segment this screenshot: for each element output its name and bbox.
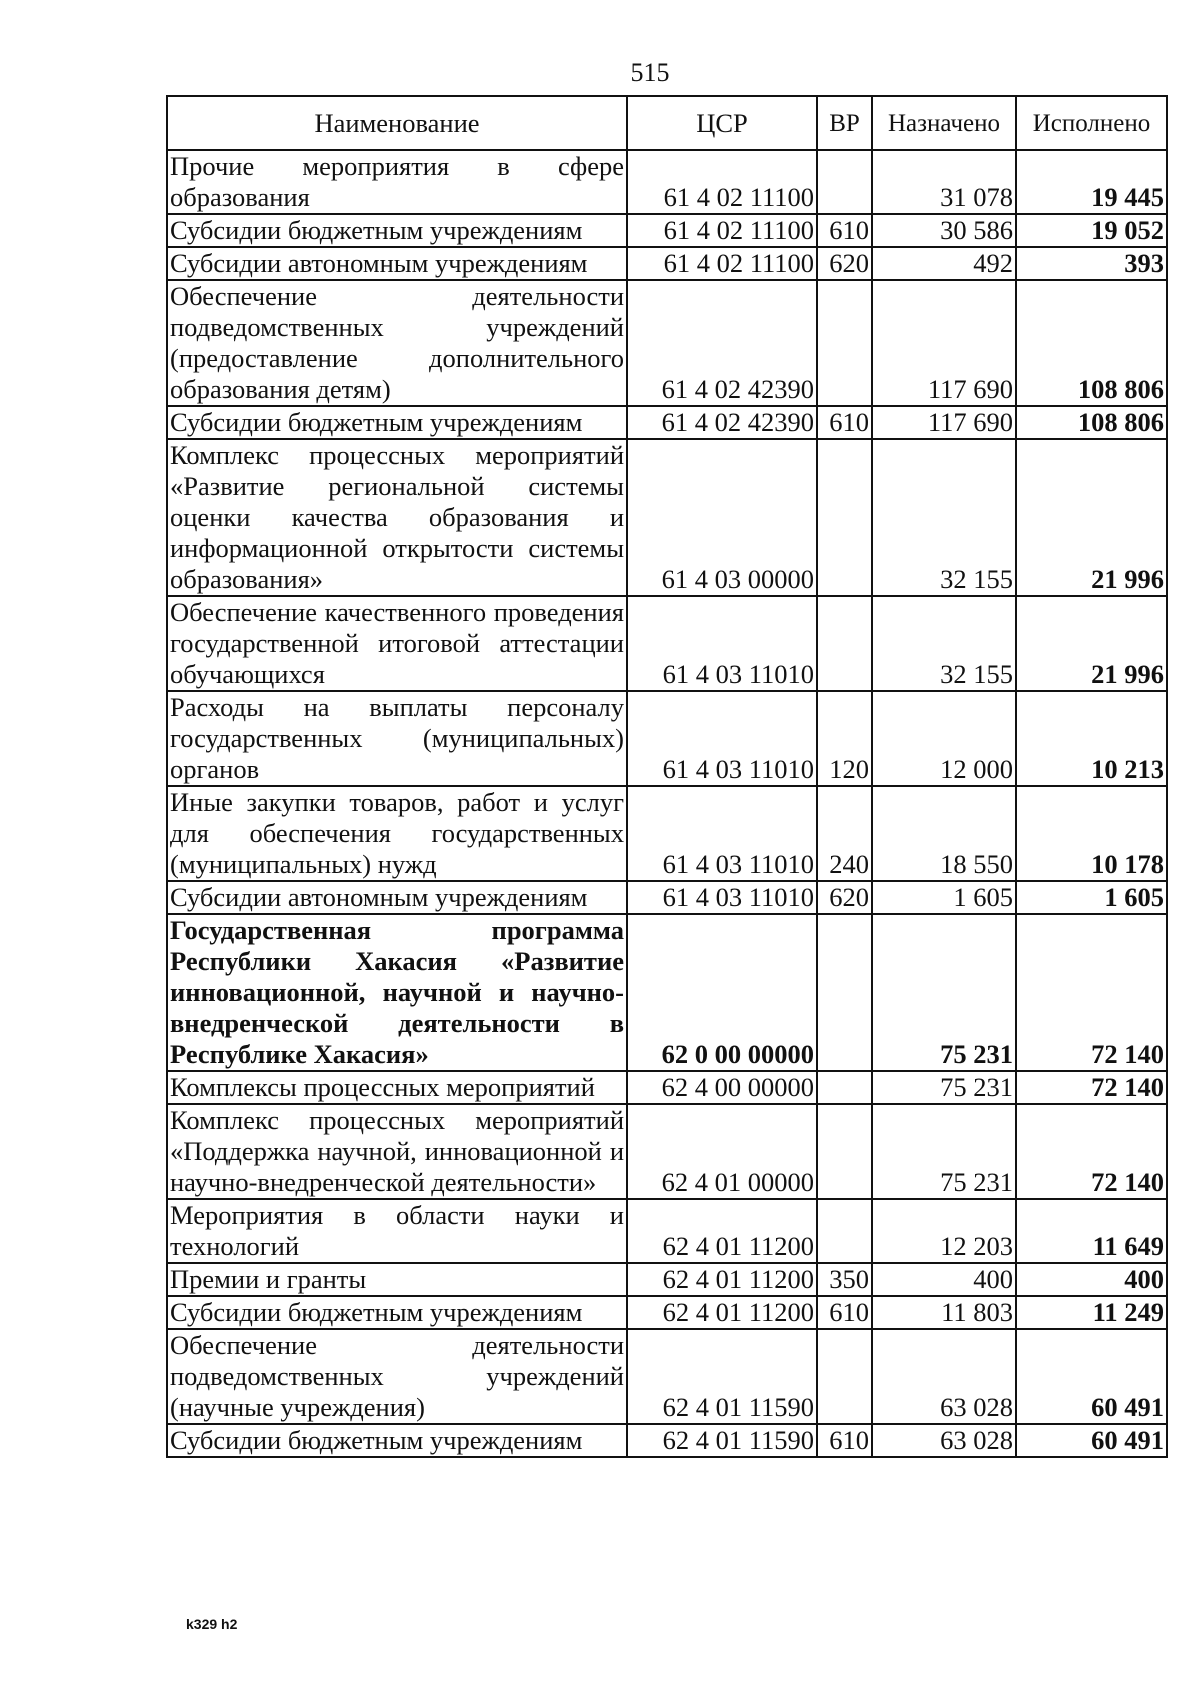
- cell-name: Мероприятия в области науки и технологий: [167, 1199, 627, 1263]
- table-row: [167, 691, 1167, 786]
- cell-assigned: 32 155: [872, 439, 1016, 596]
- cell-vr: 610: [817, 214, 872, 247]
- cell-executed: 10 178: [1016, 786, 1167, 881]
- cell-executed: 60 491: [1016, 1424, 1167, 1457]
- cell-executed: 21 996: [1016, 439, 1167, 596]
- table-row: [167, 1199, 1167, 1263]
- cell-csr: 61 4 02 42390: [627, 406, 817, 439]
- table-row: [167, 150, 1167, 214]
- cell-assigned: 11 803: [872, 1296, 1016, 1329]
- header-name: Наименование: [167, 96, 627, 150]
- cell-executed: 72 140: [1016, 1071, 1167, 1104]
- cell-assigned: 400: [872, 1263, 1016, 1296]
- cell-executed: 1 605: [1016, 881, 1167, 914]
- cell-vr: [817, 150, 872, 214]
- cell-assigned: 32 155: [872, 596, 1016, 691]
- cell-vr: [817, 1071, 872, 1104]
- cell-csr: 62 4 00 00000: [627, 1071, 817, 1104]
- cell-name: Комплекс процессных мероприятий «Развитие региональной системы оценки качества образования и информационной открытости системы образования»: [167, 439, 627, 596]
- cell-executed: 10 213: [1016, 691, 1167, 786]
- table-header-row: [167, 96, 1167, 150]
- cell-csr: 61 4 03 11010: [627, 596, 817, 691]
- cell-name: Обеспечение качественного проведения государственной итоговой аттестации обучающихся: [167, 596, 627, 691]
- cell-csr: 62 4 01 11200: [627, 1296, 817, 1329]
- table-body: [167, 150, 1167, 1457]
- cell-executed: 72 140: [1016, 1104, 1167, 1199]
- cell-assigned: 75 231: [872, 1104, 1016, 1199]
- cell-csr: 62 4 01 11200: [627, 1199, 817, 1263]
- page-number: 515: [630, 58, 670, 87]
- cell-vr: [817, 596, 872, 691]
- table-row: [167, 1104, 1167, 1199]
- cell-assigned: 75 231: [872, 1071, 1016, 1104]
- cell-assigned: 18 550: [872, 786, 1016, 881]
- cell-vr: 620: [817, 881, 872, 914]
- cell-vr: 620: [817, 247, 872, 280]
- cell-csr: 62 4 01 11590: [627, 1329, 817, 1424]
- cell-executed: 21 996: [1016, 596, 1167, 691]
- cell-name: Субсидии бюджетным учреждениям: [167, 214, 627, 247]
- table-row: [167, 596, 1167, 691]
- cell-executed: 11 649: [1016, 1199, 1167, 1263]
- cell-name: Иные закупки товаров, работ и услуг для обеспечения государственных (муниципальных) нужд: [167, 786, 627, 881]
- table-row: [167, 1071, 1167, 1104]
- cell-assigned: 63 028: [872, 1424, 1016, 1457]
- cell-vr: [817, 439, 872, 596]
- cell-name: Обеспечение деятельности подведомственных учреждений (научные учреждения): [167, 1329, 627, 1424]
- cell-name: Субсидии бюджетным учреждениям: [167, 1424, 627, 1457]
- cell-csr: 61 4 03 11010: [627, 691, 817, 786]
- cell-assigned: 12 000: [872, 691, 1016, 786]
- cell-assigned: 63 028: [872, 1329, 1016, 1424]
- cell-vr: 240: [817, 786, 872, 881]
- cell-csr: 61 4 02 11100: [627, 150, 817, 214]
- table-row: [167, 439, 1167, 596]
- cell-executed: 11 249: [1016, 1296, 1167, 1329]
- table-row: [167, 280, 1167, 406]
- table-row: [167, 786, 1167, 881]
- cell-assigned: 117 690: [872, 406, 1016, 439]
- table-row: [167, 1424, 1167, 1457]
- cell-csr: 62 0 00 00000: [627, 914, 817, 1071]
- table-row: [167, 214, 1167, 247]
- cell-vr: 610: [817, 1296, 872, 1329]
- cell-executed: 393: [1016, 247, 1167, 280]
- cell-csr: 61 4 02 11100: [627, 247, 817, 280]
- cell-name: Прочие мероприятия в сфере образования: [167, 150, 627, 214]
- cell-vr: 120: [817, 691, 872, 786]
- cell-executed: 72 140: [1016, 914, 1167, 1071]
- cell-csr: 61 4 02 11100: [627, 214, 817, 247]
- table-row: [167, 1263, 1167, 1296]
- cell-assigned: 1 605: [872, 881, 1016, 914]
- cell-name: Субсидии автономным учреждениям: [167, 247, 627, 280]
- cell-vr: 350: [817, 1263, 872, 1296]
- header-vr: ВР: [817, 96, 872, 150]
- cell-executed: 400: [1016, 1263, 1167, 1296]
- cell-assigned: 117 690: [872, 280, 1016, 406]
- cell-csr: 61 4 03 11010: [627, 881, 817, 914]
- cell-name: Субсидии бюджетным учреждениям: [167, 1296, 627, 1329]
- cell-vr: 610: [817, 1424, 872, 1457]
- header-executed: Исполнено: [1016, 96, 1167, 150]
- cell-assigned: 31 078: [872, 150, 1016, 214]
- cell-name: Субсидии бюджетным учреждениям: [167, 406, 627, 439]
- table-row: [167, 1329, 1167, 1424]
- cell-executed: 60 491: [1016, 1329, 1167, 1424]
- cell-executed: 19 445: [1016, 150, 1167, 214]
- table-row: [167, 1296, 1167, 1329]
- cell-name: Субсидии автономным учреждениям: [167, 881, 627, 914]
- cell-name: Премии и гранты: [167, 1263, 627, 1296]
- cell-name: Комплекс процессных мероприятий «Поддержка научной, инновационной и научно-внедренческой деятельности»: [167, 1104, 627, 1199]
- cell-assigned: 75 231: [872, 914, 1016, 1071]
- cell-csr: 61 4 03 00000: [627, 439, 817, 596]
- cell-name: Расходы на выплаты персоналу государственных (муниципальных) органов: [167, 691, 627, 786]
- cell-csr: 62 4 01 11590: [627, 1424, 817, 1457]
- cell-assigned: 492: [872, 247, 1016, 280]
- cell-executed: 108 806: [1016, 406, 1167, 439]
- cell-vr: [817, 1199, 872, 1263]
- cell-assigned: 12 203: [872, 1199, 1016, 1263]
- cell-csr: 62 4 01 11200: [627, 1263, 817, 1296]
- table-row: [167, 914, 1167, 1071]
- table-row: [167, 881, 1167, 914]
- cell-csr: 62 4 01 00000: [627, 1104, 817, 1199]
- header-csr: ЦСР: [627, 96, 817, 150]
- table-row: [167, 247, 1167, 280]
- cell-executed: 108 806: [1016, 280, 1167, 406]
- cell-csr: 61 4 03 11010: [627, 786, 817, 881]
- cell-vr: 610: [817, 406, 872, 439]
- budget-table: [166, 95, 1168, 1458]
- cell-vr: [817, 280, 872, 406]
- header-assigned: Назначено: [872, 96, 1016, 150]
- table-row: [167, 406, 1167, 439]
- footer-code: k329 h2: [186, 1616, 238, 1632]
- cell-name: Государственная программа Республики Хакасия «Развитие инновационной, научной и научно-внедренческой деятельности в Республике Хакасия»: [167, 914, 627, 1071]
- cell-csr: 61 4 02 42390: [627, 280, 817, 406]
- cell-executed: 19 052: [1016, 214, 1167, 247]
- cell-vr: [817, 1104, 872, 1199]
- cell-name: Обеспечение деятельности подведомственных учреждений (предоставление дополнительного образования детям): [167, 280, 627, 406]
- cell-assigned: 30 586: [872, 214, 1016, 247]
- cell-vr: [817, 914, 872, 1071]
- cell-vr: [817, 1329, 872, 1424]
- cell-name: Комплексы процессных мероприятий: [167, 1071, 627, 1104]
